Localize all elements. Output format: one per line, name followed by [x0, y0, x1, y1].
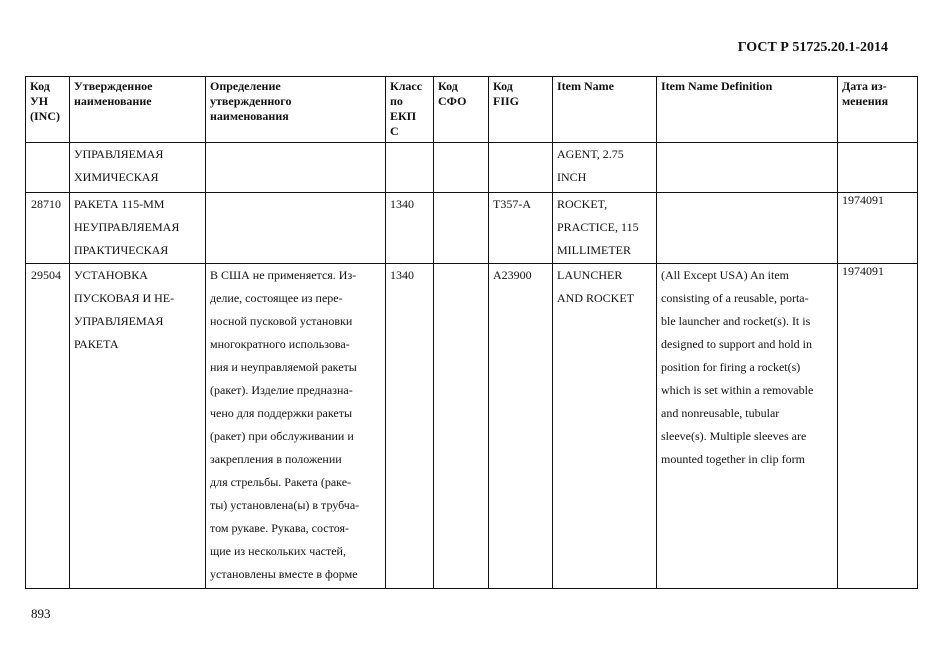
header-sfo: Код СФО [434, 77, 489, 143]
cell-fiig [489, 143, 553, 193]
cell-date [838, 143, 918, 193]
header-inc: Код УН (INC) [26, 77, 70, 143]
page-number: 893 [31, 606, 51, 621]
header-fiig: Код FIIG [489, 77, 553, 143]
cell-definition: В США не применяется. Из- делие, состоящее из пере- носной пусковой установки многократного использова- ния и неуправляемой ракеты (ракет). Изделие предназна- чено для поддержки ракеты (ракет) при обслуживании и закрепления в положении для стрельбы. Ракета (раке- ты) установлена(ы) в трубча- том рукаве. Рукава, состоя- щие из нескольких частей, установлены вместе в форме [206, 264, 386, 589]
cell-class: 1340 [386, 264, 434, 589]
header-row [26, 77, 918, 143]
table-row [26, 193, 918, 264]
cell-class [386, 143, 434, 193]
cell-name: РАКЕТА 115-ММ НЕУПРАВЛЯЕМАЯ ПРАКТИЧЕСКАЯ [70, 193, 206, 264]
header-date: Дата из- менения [838, 77, 918, 143]
cell-item-definition [657, 193, 838, 264]
header-item-definition: Item Name Definition [657, 77, 838, 143]
cell-name: УСТАНОВКА ПУСКОВАЯ И НЕ- УПРАВЛЯЕМАЯ РАКЕТА [70, 264, 206, 589]
cell-fiig: T357-A [489, 193, 553, 264]
cell-date: 1974091 [838, 264, 918, 589]
cell-definition [206, 143, 386, 193]
cell-inc: 29504 [26, 264, 70, 589]
table-row [26, 264, 918, 589]
cell-sfo [434, 193, 489, 264]
header-class: Класс по ЕКП С [386, 77, 434, 143]
cell-item-definition: (All Except USA) An item consisting of a reusable, porta- ble launcher and rocket(s). It is designed to support and hold in position for firing a rocket(s) which is set within a removable and nonreusable, tubular sleeve(s). Multiple sleeves are mounted together in clip form [657, 264, 838, 589]
cell-item-name: AGENT, 2.75 INCH [553, 143, 657, 193]
cell-inc [26, 143, 70, 193]
document-title: ГОСТ Р 51725.20.1-2014 [737, 40, 888, 55]
cell-item-definition [657, 143, 838, 193]
cell-name: УПРАВЛЯЕМАЯ ХИМИЧЕСКАЯ [70, 143, 206, 193]
header-approved-name: Утвержденное наименование [70, 77, 206, 143]
cell-inc: 28710 [26, 193, 70, 264]
header-item-name: Item Name [553, 77, 657, 143]
cell-fiig: A23900 [489, 264, 553, 589]
items-table [25, 76, 918, 589]
header-definition: Определение утвержденного наименования [206, 77, 386, 143]
cell-item-name: ROCKET, PRACTICE, 115 MILLIMETER [553, 193, 657, 264]
cell-sfo [434, 264, 489, 589]
table-row [26, 143, 918, 193]
cell-sfo [434, 143, 489, 193]
cell-item-name: LAUNCHER AND ROCKET [553, 264, 657, 589]
cell-definition [206, 193, 386, 264]
cell-class: 1340 [386, 193, 434, 264]
cell-date: 1974091 [838, 193, 918, 264]
